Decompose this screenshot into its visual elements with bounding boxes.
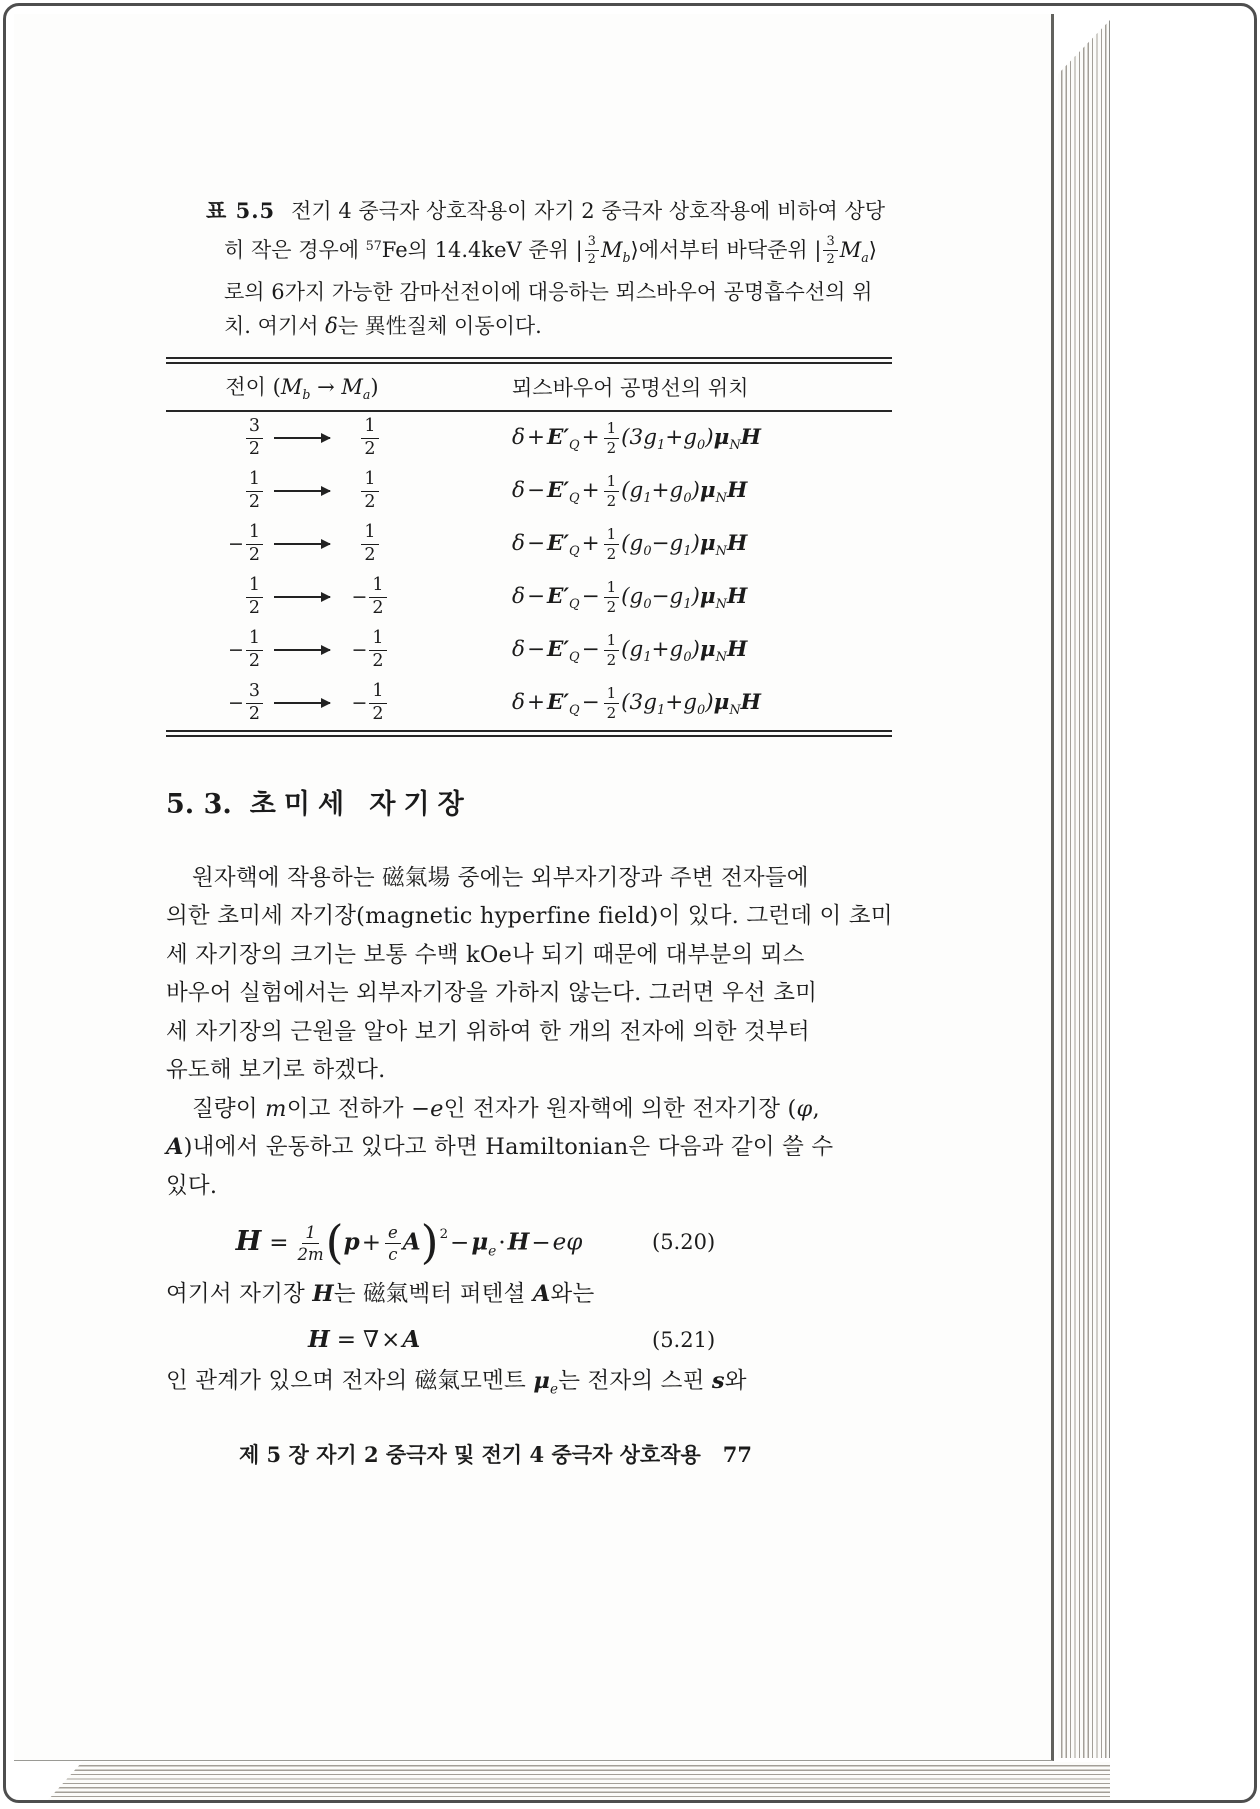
text-run: (: [325, 1215, 344, 1270]
text-run: (g: [621, 584, 644, 610]
fraction-denominator: 2: [606, 439, 617, 458]
text-run: μ: [699, 637, 716, 663]
fraction: [361, 523, 378, 566]
text-run: 전이 (: [225, 375, 281, 400]
text-run: 와는: [550, 1281, 595, 1308]
transition-to: [339, 523, 401, 566]
text-run: 0: [643, 597, 652, 613]
right-arrow-icon: [274, 596, 330, 598]
book-pages-edge-bottom: [48, 1762, 1110, 1800]
text-run: b: [302, 387, 311, 403]
text-run: −: [351, 692, 368, 715]
text-run: −: [581, 584, 600, 610]
text-run: 1: [643, 650, 652, 666]
text-run: H: [726, 478, 748, 504]
fraction: [246, 682, 263, 725]
caption-line: [224, 275, 873, 310]
transition-to: [339, 629, 401, 672]
text-run: H: [726, 637, 748, 663]
text-run: 뫼스바우어 공명선의 위치: [512, 375, 749, 400]
page: [14, 14, 1054, 1761]
text-run: ×: [381, 1327, 401, 1354]
text-run: ,: [812, 1095, 820, 1122]
table-row: [166, 677, 892, 730]
caption-line: [224, 229, 877, 275]
text-run: Q: [569, 491, 580, 507]
page-content: [14, 14, 893, 1469]
fraction-numerator: 1: [361, 417, 378, 439]
text-run: 질량이: [192, 1095, 266, 1122]
text-run: 이고 전하가 −: [286, 1095, 431, 1122]
table-row: [166, 412, 892, 465]
caption-line: [206, 194, 886, 229]
right-arrow-icon: [274, 543, 330, 545]
text-run: δ: [325, 314, 338, 339]
resonance-formula: [512, 630, 748, 670]
text-run: ): [420, 1215, 439, 1270]
text-run: 1: [657, 438, 666, 454]
text-run: μ: [699, 584, 716, 610]
text-run: Q: [569, 544, 580, 560]
text-run: ⟩에서부터 바닥준위 |: [630, 237, 822, 262]
text-line: 원자핵에 작용하는 磁氣場 중에는 외부자기장과 주변 전자들에: [192, 864, 809, 891]
text-run: m: [265, 1095, 287, 1122]
text-run: −g: [651, 531, 684, 557]
fraction-denominator: 2: [248, 439, 260, 460]
text-run: =: [269, 1230, 289, 1257]
fraction-numerator: 1: [361, 523, 378, 545]
text-run: N: [715, 491, 727, 507]
text-run: μ: [699, 531, 716, 557]
text-line: 의한 초미세 자기장(magnetic hyperfine field)이 있다. 그런데 이 초미: [166, 903, 893, 930]
position-cell: [438, 685, 892, 722]
text-run: =: [336, 1327, 357, 1354]
transition-cell: [166, 417, 438, 460]
text-run: +g: [665, 425, 697, 451]
fraction-denominator: 2: [372, 651, 384, 672]
text-run: ∇: [363, 1327, 380, 1354]
text-run: −: [526, 478, 545, 504]
fraction-denominator: 2: [826, 251, 835, 267]
text-run: +: [361, 1230, 381, 1257]
text-run: 57: [365, 237, 382, 253]
text-run: e: [488, 1243, 497, 1260]
transition-cell: [166, 523, 438, 566]
transition-from: [203, 629, 265, 672]
fraction-numerator: 1: [604, 632, 620, 651]
resonance-formula: [512, 418, 761, 458]
text-run: M: [600, 237, 623, 262]
text-run: ): [691, 584, 700, 610]
text-run: a: [362, 387, 371, 403]
equation-5-20: [166, 1213, 756, 1271]
text-run: M: [280, 375, 303, 400]
fraction-numerator: 1: [604, 685, 620, 704]
transition-cell: [166, 576, 438, 619]
fraction-numerator: 3: [246, 417, 263, 439]
fraction: [604, 685, 620, 722]
equation-number: (5.21): [652, 1327, 716, 1352]
text-run: s: [711, 1367, 725, 1394]
text-run: Q: [569, 650, 580, 666]
text-line: 유도해 보기로 하겠다.: [166, 1057, 386, 1084]
text-run: −: [526, 584, 545, 610]
fraction-denominator: 2: [606, 651, 617, 670]
text-run: 인 관계가 있으며 전자의 磁氣모멘트: [166, 1367, 534, 1394]
equation-body: [166, 1215, 652, 1270]
text-run: ): [370, 375, 379, 400]
scanned-book-page: [3, 3, 1257, 1803]
fraction: [604, 579, 620, 616]
text-run: 히 작은 경우에: [224, 237, 366, 262]
resonance-formula: [512, 577, 748, 617]
fraction-denominator: 2: [372, 704, 384, 725]
text-run: (g: [621, 478, 644, 504]
text-line: 바우어 실험에서는 외부자기장을 가하지 않는다. 그러면 우선 초미: [166, 980, 818, 1007]
fraction-denominator: 2: [364, 545, 376, 566]
resonance-formula: [512, 524, 748, 564]
text-run: H: [726, 584, 748, 610]
position-cell: [438, 473, 892, 510]
transition-cell: [166, 682, 438, 725]
text-run: δ: [512, 690, 525, 716]
fraction: [604, 632, 620, 669]
text-run: H: [740, 425, 761, 451]
text-line: [166, 1128, 834, 1167]
caption-text: [291, 199, 885, 223]
text-run: −: [531, 1230, 551, 1257]
text-run: (g: [621, 637, 644, 663]
text-run: −: [581, 637, 600, 663]
text-run: ): [705, 690, 714, 716]
text-run: μ: [533, 1367, 550, 1394]
text-run: δ: [512, 531, 525, 557]
position-cell: [438, 420, 892, 457]
caption-label: 표 5.5: [206, 198, 276, 223]
caption-line: [224, 309, 756, 344]
text-run: (3g: [621, 425, 658, 451]
text-run: →: [310, 375, 342, 400]
position-cell: [438, 579, 892, 616]
fraction-denominator: 2: [248, 704, 260, 725]
text-run: H: [726, 531, 748, 557]
fraction-numerator: 1: [246, 576, 263, 598]
transition-to: [339, 682, 401, 725]
text-run: 0: [697, 703, 706, 719]
table-row: [166, 624, 892, 677]
fraction: [604, 473, 620, 510]
fraction-numerator: 1: [302, 1224, 319, 1244]
text-run: A: [402, 1229, 421, 1257]
table-rule-top: [166, 357, 892, 364]
fraction: [385, 1224, 401, 1264]
fraction-denominator: 2: [606, 598, 617, 617]
text-run: N: [729, 703, 741, 719]
resonance-formula: [512, 683, 761, 723]
fraction-numerator: 1: [369, 629, 386, 651]
text-run: 로의 6가지 가능한 감마선전이에 대응하는 뫼스바우어 공명흡수선의 위: [224, 279, 873, 304]
right-arrow-icon: [274, 437, 330, 439]
text-run: N: [715, 597, 727, 613]
table-rule-bottom: [166, 730, 892, 737]
text-run: +: [581, 531, 600, 557]
text-run: H: [235, 1226, 262, 1258]
right-arrow-icon: [274, 702, 330, 704]
transition-table: [166, 357, 892, 737]
text-run: +g: [665, 690, 697, 716]
fraction-numerator: 1: [369, 682, 386, 704]
text-run: δ: [512, 584, 525, 610]
text-run: e: [552, 1230, 567, 1257]
text-run: μ: [699, 478, 716, 504]
text-run: N: [715, 544, 727, 560]
text-run: (g: [621, 531, 644, 557]
text-run: E′: [546, 425, 570, 451]
transition-from: [203, 523, 265, 566]
column-header-transition: [166, 371, 438, 402]
text-run: H: [312, 1281, 334, 1308]
text-run: −: [227, 639, 244, 662]
text-run: −: [227, 692, 244, 715]
text-run: E′: [546, 584, 570, 610]
text-run: ): [691, 531, 700, 557]
text-run: 와: [724, 1367, 747, 1394]
fraction-denominator: 2: [248, 651, 260, 672]
fraction: [604, 526, 620, 563]
fraction-numerator: 3: [823, 235, 837, 252]
text-run: 치. 여기서: [224, 314, 326, 339]
text-run: H: [740, 690, 761, 716]
table-row: [166, 518, 892, 571]
section-heading: [166, 782, 756, 821]
fraction-denominator: 2: [248, 492, 260, 513]
text-run: 0: [683, 650, 692, 666]
fraction: [369, 576, 386, 619]
paragraph-2: [166, 1090, 834, 1206]
fraction-numerator: 1: [361, 470, 378, 492]
text-run: ·: [498, 1230, 506, 1257]
text-run: 1: [643, 491, 652, 507]
equation-number: (5.20): [652, 1230, 716, 1255]
text-run: ): [691, 478, 700, 504]
fraction: [823, 235, 837, 268]
text-run: δ: [512, 478, 525, 504]
text-run: A: [532, 1281, 551, 1308]
section-number: 5. 3.: [166, 788, 232, 820]
column-header-position: [438, 372, 892, 402]
fraction: [369, 682, 386, 725]
fraction-denominator: 2: [248, 545, 260, 566]
text-line: [166, 1362, 756, 1409]
text-run: −: [526, 637, 545, 663]
text-run: a: [861, 249, 869, 265]
text-run: −g: [651, 584, 684, 610]
fraction: [246, 576, 263, 619]
fraction: [361, 417, 378, 460]
text-run: A: [166, 1134, 184, 1161]
fraction-denominator: 2: [606, 492, 617, 511]
transition-from: [203, 576, 265, 619]
text-run: 전기 4 중극자 상호작용이 자기 2 중극자 상호작용에 비하여 상당: [291, 199, 886, 223]
text-run: −: [227, 533, 244, 556]
fraction-denominator: c: [388, 1244, 398, 1264]
text-run: +g: [651, 478, 684, 504]
fraction-numerator: 1: [246, 470, 263, 492]
fraction-numerator: 3: [246, 682, 263, 704]
fraction: [361, 470, 378, 513]
page-number: 77: [722, 1441, 752, 1467]
fraction-numerator: e: [385, 1224, 401, 1244]
footer-chapter-title: 제 5 장 자기 2 중극자 및 전기 4 중극자 상호작용: [238, 1441, 701, 1467]
text-run: E′: [546, 478, 570, 504]
text-run: 인 전자가 원자핵에 의한 전자기장 (: [443, 1095, 797, 1122]
fraction: [298, 1224, 324, 1264]
text-run: +: [581, 478, 600, 504]
text-run: E′: [546, 531, 570, 557]
fraction-numerator: 1: [246, 523, 263, 545]
right-arrow-icon: [274, 649, 330, 651]
text-run: N: [729, 438, 741, 454]
text-run: E′: [546, 690, 570, 716]
text-line: [166, 1275, 756, 1314]
fraction-denominator: 2: [587, 251, 596, 267]
text-run: φ: [796, 1095, 813, 1122]
fraction-denominator: 2: [364, 492, 376, 513]
transition-to: [339, 417, 401, 460]
text-run: p: [343, 1229, 360, 1257]
text-run: 는 전자의 스핀: [558, 1367, 712, 1394]
text-run: Q: [569, 597, 580, 613]
fraction-numerator: 1: [369, 576, 386, 598]
text-run: 1: [683, 597, 692, 613]
text-run: 있다.: [166, 1172, 218, 1199]
fraction-numerator: 1: [604, 526, 620, 545]
fraction: [246, 629, 263, 672]
text-run: 는 異性질체 이동이다.: [337, 314, 542, 339]
position-cell: [438, 526, 892, 563]
text-run: 0: [697, 438, 706, 454]
position-cell: [438, 632, 892, 669]
transition-from: [203, 470, 265, 513]
text-run: e: [550, 1381, 559, 1398]
text-run: Q: [569, 703, 580, 719]
text-run: 여기서 자기장: [166, 1281, 313, 1308]
transition-cell: [166, 629, 438, 672]
text-run: b: [622, 249, 631, 265]
transition-to: [339, 470, 401, 513]
text-run: A: [402, 1326, 421, 1354]
section-title: 초미세 자기장: [249, 788, 472, 820]
text-run: H: [507, 1229, 530, 1257]
text-run: −: [581, 690, 600, 716]
text-run: +: [581, 425, 600, 451]
text-run: 2: [439, 1226, 449, 1242]
text-run: Q: [569, 438, 580, 454]
resonance-formula: [512, 471, 748, 511]
text-run: 는 磁氣벡터 퍼텐셜: [333, 1281, 533, 1308]
fraction-denominator: 2: [372, 598, 384, 619]
table-row: [166, 571, 892, 624]
text-line: 세 자기장의 근원을 알아 보기 위하여 한 개의 전자에 의한 것부터: [166, 1018, 810, 1045]
text-run: M: [839, 237, 862, 262]
text-run: ): [691, 637, 700, 663]
equation-5-21: [166, 1320, 756, 1360]
text-run: μ: [713, 425, 730, 451]
text-run: M: [341, 375, 363, 400]
text-run: δ: [512, 425, 525, 451]
text-run: E′: [546, 637, 570, 663]
table-caption: [206, 194, 886, 344]
fraction: [246, 523, 263, 566]
text-run: e: [430, 1095, 444, 1122]
text-run: Fe의 14.4keV 준위 |: [381, 237, 583, 262]
fraction: [369, 629, 386, 672]
transition-from: [203, 417, 265, 460]
text-run: μ: [471, 1229, 489, 1257]
text-run: −: [526, 531, 545, 557]
paragraph-1: [166, 859, 893, 1090]
text-run: −: [351, 639, 368, 662]
fraction: [246, 417, 263, 460]
right-arrow-icon: [274, 490, 330, 492]
transition-to: [339, 576, 401, 619]
text-run: ): [705, 425, 714, 451]
fraction-denominator: 2: [364, 439, 376, 460]
text-run: 0: [643, 544, 652, 560]
fraction-denominator: 2: [606, 545, 617, 564]
fraction-denominator: 2: [248, 598, 260, 619]
fraction-numerator: 1: [246, 629, 263, 651]
transition-cell: [166, 470, 438, 513]
text-run: 1: [657, 703, 666, 719]
fraction: [585, 235, 599, 268]
text-run: (3g: [621, 690, 658, 716]
text-run: −: [450, 1230, 470, 1257]
fraction-numerator: 1: [604, 579, 620, 598]
text-run: +: [526, 425, 545, 451]
book-pages-edge-right: [1058, 16, 1110, 1758]
text-run: 0: [683, 491, 692, 507]
text-run: δ: [512, 637, 525, 663]
text-line: [166, 1167, 756, 1206]
text-run: φ: [566, 1230, 583, 1257]
text-run: N: [715, 650, 727, 666]
text-run: H: [308, 1326, 330, 1354]
fraction-denominator: 2: [606, 704, 617, 723]
text-run: )내에서 운동하고 있다고 하면 Hamiltonian은 다음과 같이 쓸 수: [183, 1134, 834, 1161]
transition-from: [203, 682, 265, 725]
fraction: [604, 420, 620, 457]
equation-body: [166, 1326, 652, 1353]
text-run: −: [351, 586, 368, 609]
text-line: [166, 1090, 820, 1129]
table-header-row: [166, 364, 892, 410]
text-run: ⟩: [868, 237, 877, 262]
fraction-denominator: 2m: [297, 1244, 324, 1264]
fraction-numerator: 1: [604, 420, 620, 439]
page-footer: [166, 1439, 756, 1469]
fraction-numerator: 3: [585, 235, 599, 252]
fraction: [246, 470, 263, 513]
text-run: +g: [651, 637, 684, 663]
text-run: +: [526, 690, 545, 716]
text-line: 세 자기장의 크기는 보통 수백 kOe나 되기 때문에 대부분의 뫼스: [166, 941, 805, 968]
text-run: μ: [713, 690, 730, 716]
text-run: 1: [683, 544, 692, 560]
fraction-numerator: 1: [604, 473, 620, 492]
table-row: [166, 465, 892, 518]
